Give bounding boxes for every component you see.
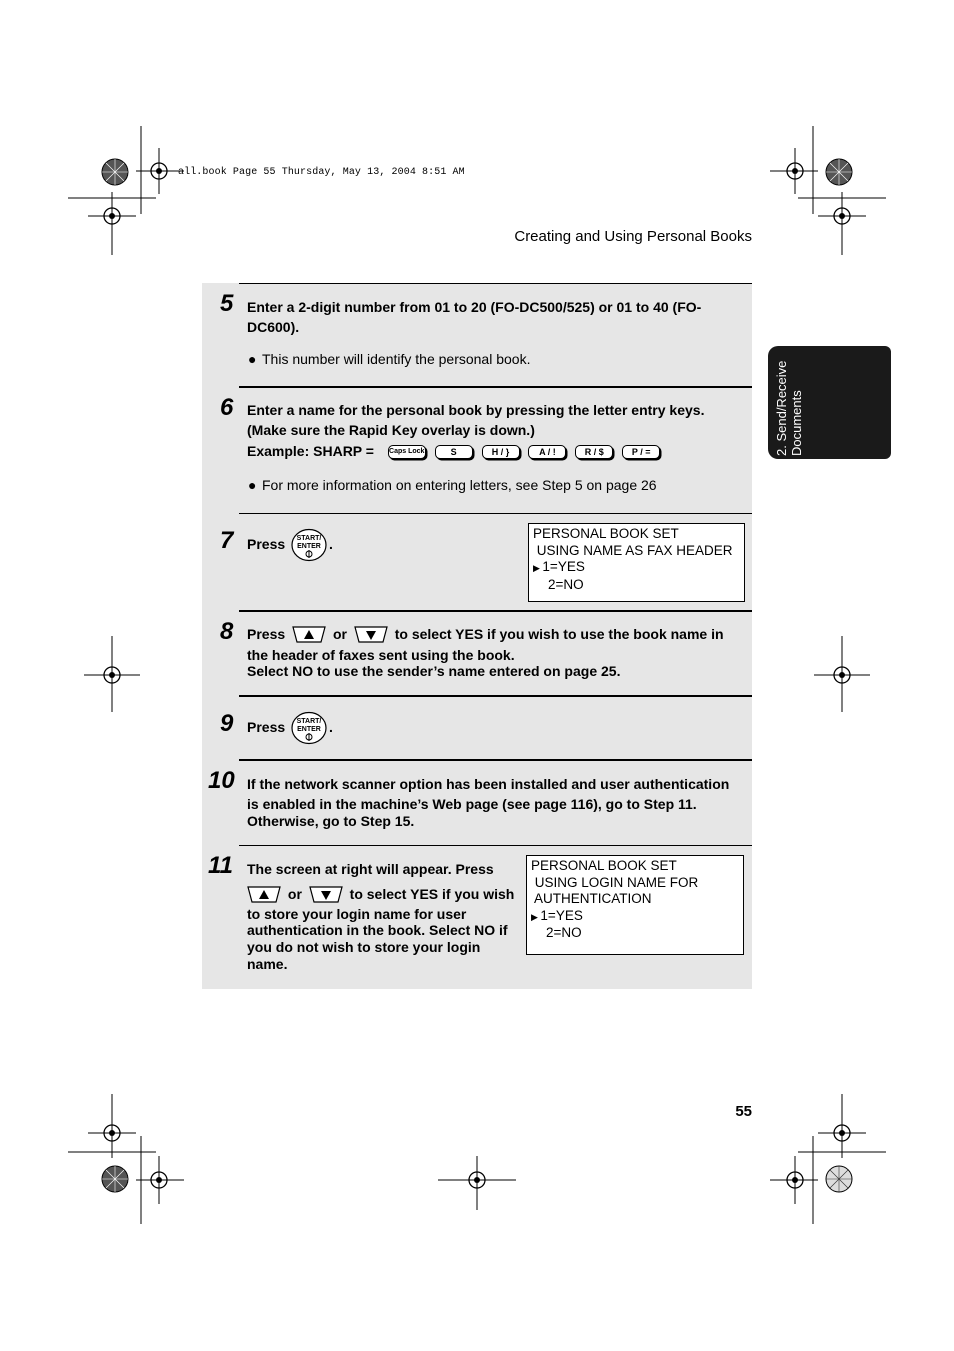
step-11-line4: authentication in the book. Select NO if (247, 922, 508, 938)
step-5-line2: DC600). (247, 319, 300, 335)
step-10-line3: Otherwise, go to Step 15. (247, 813, 415, 829)
step-7-period: . (329, 536, 333, 552)
step-divider (239, 845, 752, 846)
step-8-line2: the header of faxes sent using the book. (247, 647, 515, 663)
step-6-bullet-text: For more information on entering letters, see Step 5 on page 26 (262, 477, 657, 493)
step-divider (239, 759, 752, 761)
step-6-example-label: Example: SHARP = (247, 443, 374, 459)
start-enter-key-icon (290, 528, 330, 562)
step-6-line2: (Make sure the Rapid Key overlay is down.) (247, 422, 535, 438)
bullet-icon: ● (248, 477, 257, 493)
step-divider (239, 695, 752, 697)
step-5-line1: Enter a 2-digit number from 01 to 20 (FO-DC500/525) or 01 to 40 (FO- (247, 299, 702, 315)
step-6-line1: Enter a name for the personal book by pressing the letter entry keys. (247, 402, 705, 418)
step-5-bullet-text: This number will identify the personal book. (262, 351, 531, 367)
up-arrow-key-icon (292, 626, 326, 644)
step-number-8: 8 (220, 618, 234, 645)
step-number-7: 7 (220, 527, 234, 554)
step-10-line2: is enabled in the machine’s Web page (see page 116), go to Step 11. (247, 796, 697, 812)
lcd-line: USING NAME AS FAX HEADER (533, 542, 733, 558)
start-key-label-top: START/ (296, 718, 322, 725)
step-8-line1 (247, 626, 724, 644)
running-head: Creating and Using Personal Books (514, 228, 752, 245)
h-key: H / } (482, 445, 520, 459)
step-8-or: or (332, 626, 347, 642)
cursor-arrow-icon: ▶ (531, 911, 541, 922)
up-arrow-key-icon (247, 886, 281, 904)
down-arrow-key-icon (354, 626, 388, 644)
lcd-line (533, 559, 740, 577)
bullet-icon: ● (248, 351, 257, 367)
step-11-line5: you do not wish to store your login (247, 939, 481, 955)
s-key: S (435, 445, 473, 459)
section-tab-line1: 2. Send/Receive (774, 360, 789, 456)
print-line: all.book Page 55 Thursday, May 13, 2004 8:51 AM (178, 167, 465, 178)
step-7-press: Press (247, 536, 286, 552)
section-tab (768, 346, 891, 459)
step-divider (239, 513, 752, 514)
step-8-press: Press (247, 626, 286, 642)
step-number-10: 10 (208, 767, 235, 794)
lcd-line: USING LOGIN NAME FOR (531, 874, 699, 890)
step-number-9: 9 (220, 710, 234, 737)
lcd-option-yes: 1=YES (542, 559, 585, 574)
step-6-example (247, 443, 665, 460)
step-11-or: or (287, 886, 302, 902)
step-number-11: 11 (208, 852, 233, 879)
step-9-period: . (329, 719, 333, 735)
lcd-line: PERSONAL BOOK SET (531, 858, 677, 873)
step-9-press: Press (247, 719, 286, 735)
step-11-line1: The screen at right will appear. Press (247, 861, 494, 877)
p-key: P / = (622, 445, 660, 459)
r-key: R / $ (575, 445, 613, 459)
lcd-line: PERSONAL BOOK SET (533, 526, 679, 541)
step-11-line2 (247, 886, 514, 904)
step-6-bullet (248, 477, 657, 494)
step-number-5: 5 (220, 290, 234, 317)
step-11-line2-rest: to select YES if you wish (349, 886, 515, 902)
lcd-line: AUTHENTICATION (531, 891, 652, 906)
lcd-line: 2=NO (548, 576, 584, 592)
step-5-bullet (248, 351, 530, 368)
step-11-line6: name. (247, 956, 288, 972)
lcd-option-yes: 1=YES (540, 907, 583, 923)
section-tab-line2: Documents (789, 390, 804, 456)
down-arrow-key-icon (309, 886, 343, 904)
cursor-arrow-icon: ▶ (533, 563, 543, 573)
lcd-line: 2=NO (546, 925, 582, 940)
step-divider (239, 610, 752, 612)
start-enter-key-icon (290, 711, 330, 745)
step-8-line1-rest: to select YES if you wish to use the book name in (394, 626, 724, 642)
caps-lock-key: Caps Lock (388, 445, 426, 459)
step-number-6: 6 (220, 394, 234, 421)
page-number: 55 (735, 1103, 752, 1120)
start-key-label-top: START/ (296, 535, 322, 542)
step-divider (239, 386, 752, 388)
step-divider (239, 283, 752, 284)
lcd-display-step7 (528, 523, 745, 602)
section-tab-label (774, 346, 804, 456)
start-key-label-bottom: ENTER (297, 543, 321, 550)
lcd-line (531, 908, 739, 926)
a-key: A / ! (528, 445, 566, 459)
step-11-line3: to store your login name for user (247, 906, 467, 922)
lcd-display-step11 (526, 855, 744, 955)
step-10-line1: If the network scanner option has been installed and user authentication (247, 776, 730, 792)
start-key-label-bottom: ENTER (297, 726, 321, 733)
step-8-line3: Select NO to use the sender’s name entered on page 25. (247, 663, 621, 679)
